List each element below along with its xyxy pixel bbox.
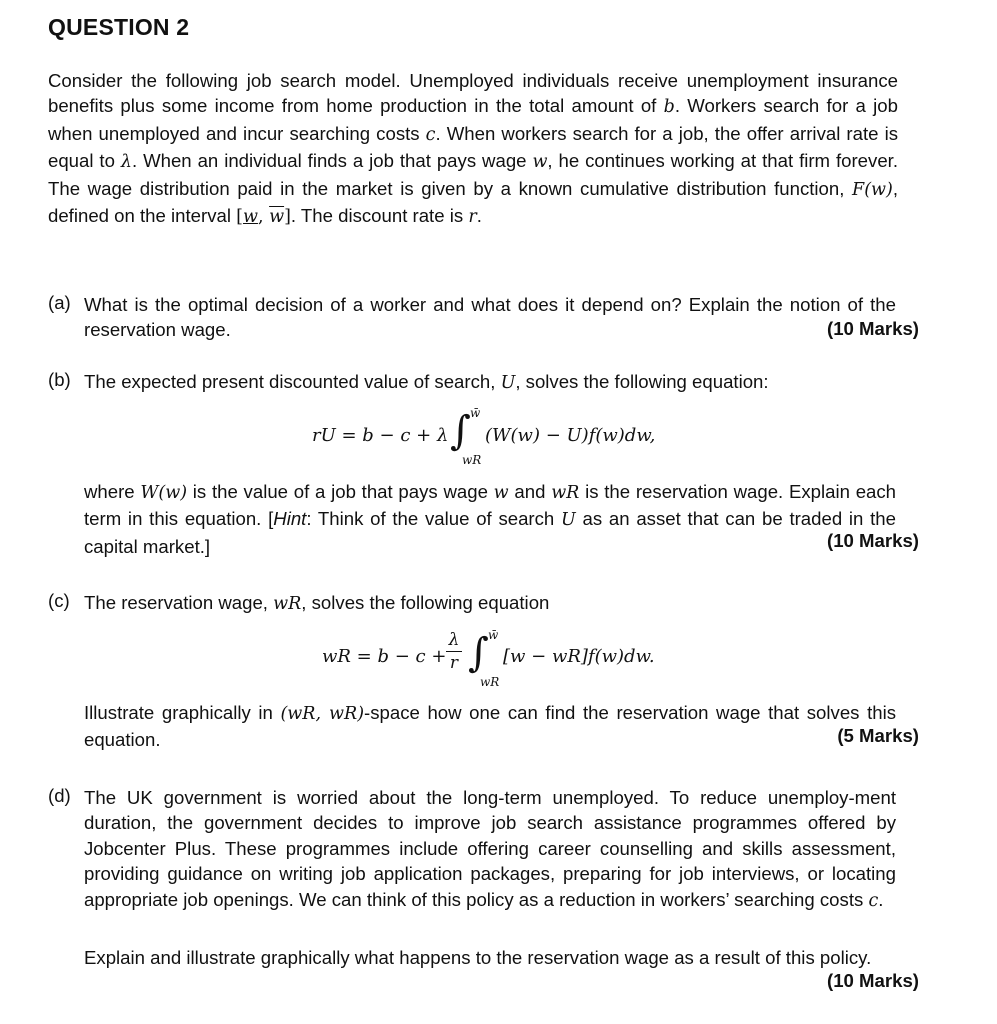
interval-open: [ [236,207,243,228]
frac-denominator: r [449,653,459,673]
var-c: c [425,124,436,145]
part-b-text-1: where [84,481,141,502]
hint-label: Hint [273,508,307,530]
intro-text-6: , defined on the interval [48,177,898,227]
var-lambda: λ [120,152,132,173]
part-a-marks: (10 Marks) [827,318,919,339]
part-c-eq-upper-limit: w̄ [488,628,499,642]
part-c-marks: (5 Marks) [837,725,919,746]
var-F: F [852,179,865,200]
part-c-eq-rhs: [w − wR]f(w)dw. [503,646,655,667]
var-wR: wR [273,594,302,614]
intro-text-4: . When an individual finds a job that pays wage [131,150,533,172]
integral-sign: ∫ [468,630,489,676]
var-c: c [868,890,879,911]
part-b-lead-text-1: The expected present discounted value of search, [84,371,501,392]
var-U: U [561,510,576,531]
var-w: w [532,152,548,173]
intro-paragraph [48,68,898,230]
part-b-label: (b) [48,369,71,390]
part-b-text-5: : Think of the value of search [306,508,562,530]
var-wR: wR [551,483,580,503]
part-b-text-3: and [508,481,552,502]
var-W-w: W(w) [140,483,188,503]
intro-text-5: , he continues working at that firm forever. The wage distribution paid in the market is given by a known cumulative distribution function, [48,150,898,199]
question-title: QUESTION 2 [48,14,190,40]
var-b: b [663,97,675,118]
part-d-text-2: . [878,888,884,910]
part-c-label: (c) [48,590,70,611]
var-r: r [468,207,477,228]
part-b-eq-lower-limit: wR [462,453,482,467]
part-d-text [84,785,896,914]
interval-comma: , [257,207,270,228]
lambda-over-r [446,630,462,673]
var-U: U [500,373,516,393]
part-d-text-1: The UK government is worried about the long-term unemployed. To reduce unemploy-ment duration, the government decides to improve job search assistance programmes offered by Jobcenter Plus. These programmes include offering career counselling and skills assessment, providing guidance on writing job application packages, preparing for job interviews, or locating appropriate job openings. We can think of this policy as a reduction in workers’ searching costs [84,787,896,910]
part-b-text-2: is the value of a job that pays wage [187,481,494,502]
var-F-arg: (w) [864,179,893,200]
part-c-text-2: -space how one can find the reservation wage that solves this equation. [84,702,897,751]
part-d-marks: (10 Marks) [827,970,919,991]
part-b-marks: (10 Marks) [827,530,919,551]
part-b-text-6: as an asset that can be traded in the capital market.] [84,508,896,557]
part-c-eq-lhs: wR = b − c + [322,646,447,667]
intro-text-8: . [476,205,482,227]
part-c-eq-lower-limit: wR [480,675,500,689]
intro-text-1: Consider the following job search model. Unemployed individuals receive unemployment insurance benefits plus some income from home production in the total amount of [48,70,898,117]
wR-space: (wR, wR) [280,704,365,724]
interval-close: ] [284,207,291,228]
part-d-label: (d) [48,785,71,806]
part-c-text-1: Illustrate graphically in [84,702,281,723]
part-b-eq-rhs: (W(w) − U)f(w)dw, [485,425,656,446]
var-w: w [493,483,509,503]
part-b-lead [84,369,896,396]
var-w-lower: w [242,207,258,228]
part-b-text [84,479,896,559]
part-b-lead-text-2: , solves the following equation: [515,371,769,392]
frac-numerator: λ [448,630,460,650]
intro-text-3: . When workers search for a job, the offer arrival rate is equal to [48,122,898,172]
part-c-text [84,700,896,753]
part-a-label: (a) [48,292,71,313]
frac-bar [446,651,462,652]
intro-text-7: . The discount rate is [290,205,469,227]
intro-text-2: . Workers search for a job when unemployed and incur searching costs [48,95,898,144]
part-d-task: Explain and illustrate graphically what happens to the reservation wage as a result of this policy. [84,947,872,968]
part-b-eq-lhs: rU = b − c + λ [312,425,449,446]
part-c-lead [84,590,896,617]
part-c-lead-text-2: , solves the following equation [301,592,550,613]
integral-sign: ∫ [450,408,471,454]
part-b-text-4: is the reservation wage. Explain each term in this equation. [ [84,481,897,530]
var-w-upper: $\overline{w}$ [269,207,285,228]
part-b-eq-upper-limit: w̄ [470,406,481,420]
part-c-lead-text-1: The reservation wage, [84,592,274,613]
part-a-text: What is the optimal decision of a worker and what does it depend on? Explain the notion of the reservation wage. [84,294,896,341]
